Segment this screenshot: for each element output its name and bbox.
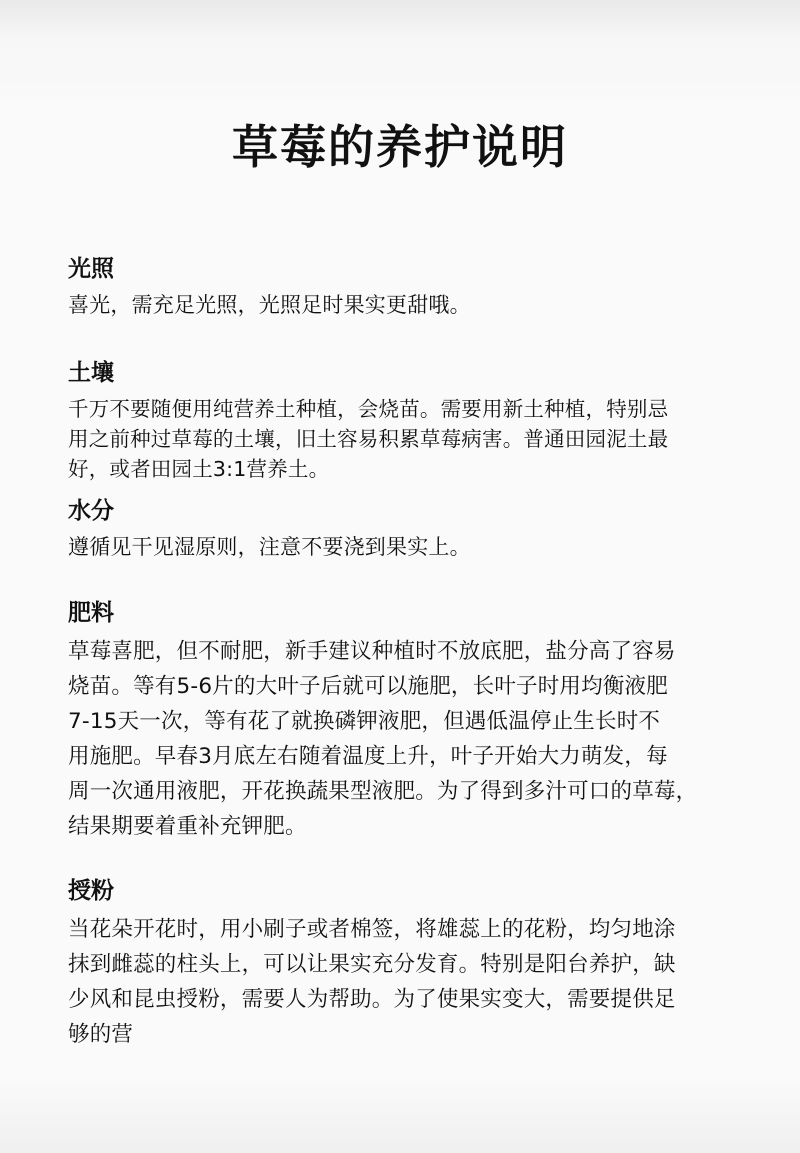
section-heading-water: 水分 (68, 498, 114, 524)
section-fertilizer (68, 596, 758, 844)
section-soil (68, 356, 758, 484)
text-line: 7-15天一次，等有花了就换磷钾液肥，但遇低温停止生长时不 (68, 709, 661, 734)
text-line: 千万不要随便用纯营养土种植，会烧苗。需要用新土种植，特别忌 (68, 397, 669, 421)
text-line: 好，或者田园土3:1营养土。 (68, 457, 330, 481)
text-line: 少风和昆虫授粉，需要人为帮助。为了使果实变大，需要提供足 (68, 987, 676, 1012)
text-line: 烧苗。等有5-6片的大叶子后就可以施肥，长叶子时用均衡液肥 (68, 674, 668, 699)
text-line: 遵循见干见湿原则，注意不要浇到果实上。 (68, 535, 471, 559)
text-line: 周一次通用液肥，开花换蔬果型液肥。为了得到多汁可口的草莓， (68, 779, 698, 804)
section-text-fertilizer (68, 634, 758, 844)
text-line: 用施肥。早春3月底左右随着温度上升，叶子开始大力萌发，每 (68, 744, 668, 769)
text-line: 用之前种过草莓的土壤，旧土容易积累草莓病害。普通田园泥土最 (68, 427, 669, 451)
section-heading-fertilizer: 肥料 (68, 600, 114, 626)
section-text-pollination (68, 912, 758, 1052)
section-text-soil (68, 394, 758, 484)
section-light (68, 252, 758, 320)
section-heading-soil: 土壤 (68, 360, 114, 386)
text-line: 抹到雌蕊的柱头上，可以让果实充分发育。特别是阳台养护，缺 (68, 952, 676, 977)
section-heading-pollination: 授粉 (68, 878, 114, 904)
section-text-water (68, 532, 758, 562)
section-text-light (68, 290, 758, 320)
text-line: 喜光，需充足光照，光照足时果实更甜哦。 (68, 293, 471, 317)
page-title: 草莓的养护说明 (232, 120, 568, 174)
text-line: 当花朵开花时，用小刷子或者棉签，将雄蕊上的花粉，均匀地涂 (68, 917, 676, 942)
text-line: 结果期要着重补充钾肥。 (68, 814, 307, 839)
section-water (68, 494, 758, 562)
text-line: 够的营 (68, 1022, 134, 1047)
text-line: 草莓喜肥，但不耐肥，新手建议种植时不放底肥，盐分高了容易 (68, 639, 676, 664)
section-pollination (68, 874, 758, 1052)
section-heading-light: 光照 (68, 256, 114, 282)
